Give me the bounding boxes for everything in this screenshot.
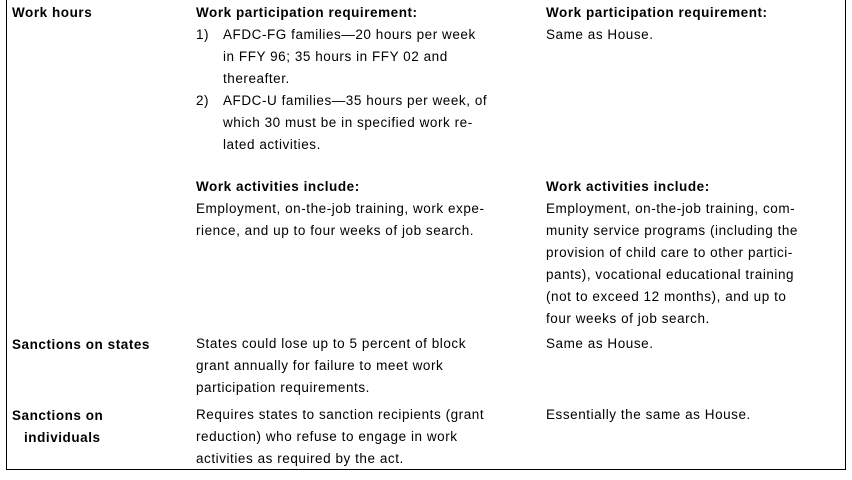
house-participation-heading: Work participation requirement: (196, 5, 418, 20)
row-label-work-hours: Work hours (12, 5, 93, 20)
senate-sanctions-individuals: Essentially the same as House. (546, 407, 751, 422)
senate-work-participation (546, 2, 841, 46)
row-label-sanctions-individuals: Sanctions on individuals (12, 408, 104, 445)
senate-work-activities: Work activities include: Employment, on-the-job training, com- munity service programs (including the provision of child care to other partici- pants), vocational educational training (not to exceed 12 months), and up to four weeks of job search. (546, 176, 841, 330)
house-activities-heading: Work activities include: (196, 179, 360, 194)
house-participation-list (196, 24, 536, 156)
house-sanctions-individuals: Requires states to sanction recipients (grant reduction) who refuse to engage in work activities as required by the act. (196, 407, 485, 466)
senate-participation-text: Same as House. (546, 27, 654, 42)
list-item: 1) AFDC-FG families—20 hours per week in FFY 96; 35 hours in FFY 02 and thereafter. (196, 27, 476, 86)
row-label-sanctions-states: Sanctions on states (12, 337, 150, 352)
house-sanctions-states: States could lose up to 5 percent of block grant annually for failure to meet work participation requirements. (196, 336, 467, 395)
list-item: 2) AFDC-U families—35 hours per week, of which 30 must be in specified work re- lated activities. (196, 93, 488, 152)
house-work-activities: Work activities include: Employment, on-the-job training, work expe- rience, and up to four weeks of job search. (196, 176, 536, 242)
senate-sanctions-states: Same as House. (546, 336, 654, 351)
house-work-participation (196, 2, 536, 156)
senate-activities-heading: Work activities include: (546, 179, 710, 194)
senate-participation-heading: Work participation requirement: (546, 5, 768, 20)
